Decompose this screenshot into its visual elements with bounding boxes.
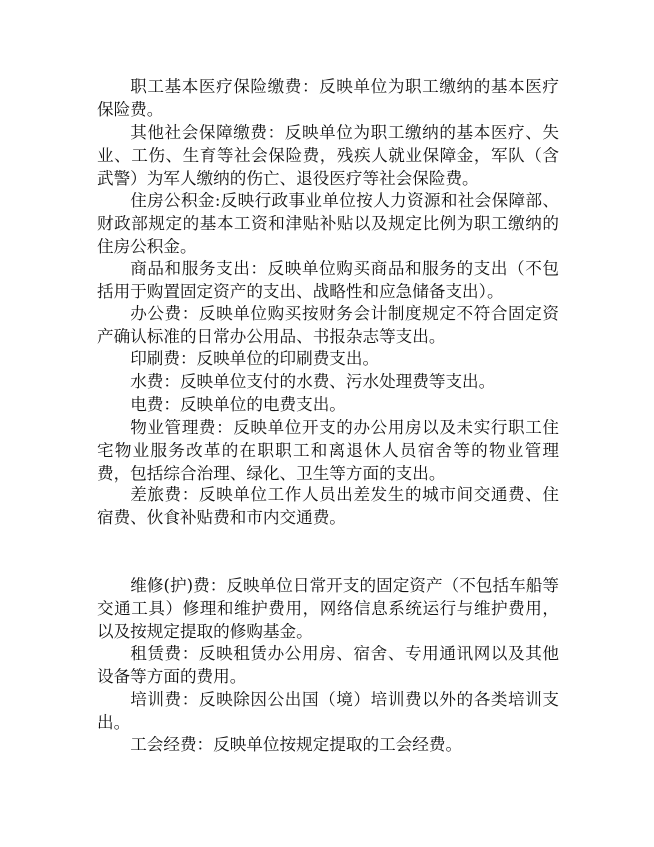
paragraph-training-fee: 培训费：反映除因公出国（境）培训费以外的各类培训支出。 xyxy=(97,690,559,732)
paragraph-union-fee: 工会经费：反映单位按规定提取的工会经费。 xyxy=(130,735,463,754)
paragraph-social-security: 其他社会保障缴费：反映单位为职工缴纳的基本医疗、失业、工伤、生育等社会保险费，残疾人就业保障金，军队（含武警）为军人缴纳的伤亡、退役医疗等社会保险费。 xyxy=(97,123,559,188)
paragraph-water-fee: 水费：反映单位支付的水费、污水处理费等支出。 xyxy=(130,372,496,391)
paragraph-housing-fund: 住房公积金:反映行政事业单位按人力资源和社会保障部、财政部规定的基本工资和津贴补贴以及规定比例为职工缴纳的住房公积金。 xyxy=(97,191,559,256)
paragraph-medical-insurance: 职工基本医疗保险缴费：反映单位为职工缴纳的基本医疗保险费。 xyxy=(97,77,559,119)
paragraph-maintenance-fee: 维修(护)费：反映单位日常开支的固定资产（不包括车船等交通工具）修理和维护费用，网络信息系统运行与维护费用，以及按规定提取的修购基金。 xyxy=(97,576,559,641)
paragraph-property-management: 物业管理费：反映单位开支的办公用房以及未实行职工住宅物业服务改革的在职职工和离退休人员宿舍等的物业管理费，包括综合治理、绿化、卫生等方面的支出。 xyxy=(97,418,559,483)
paragraph-travel-expense: 差旅费：反映单位工作人员出差发生的城市间交通费、住宿费、伙食补贴费和市内交通费。 xyxy=(97,485,559,527)
paragraph-rental-fee: 租赁费：反映租赁办公用房、宿舍、专用通讯网以及其他设备等方面的费用。 xyxy=(97,644,559,686)
paragraph-electricity-fee: 电费：反映单位的电费支出。 xyxy=(130,395,346,414)
paragraph-goods-services: 商品和服务支出：反映单位购买商品和服务的支出（不包括用于购置固定资产的支出、战略性和应急储备支出）。 xyxy=(97,259,559,301)
paragraph-office-expense: 办公费：反映单位购买按财务会计制度规定不符合固定资产确认标准的日常办公用品、书报杂志等支出。 xyxy=(97,304,559,346)
paragraph-printing-fee: 印刷费：反映单位的印刷费支出。 xyxy=(130,349,380,368)
